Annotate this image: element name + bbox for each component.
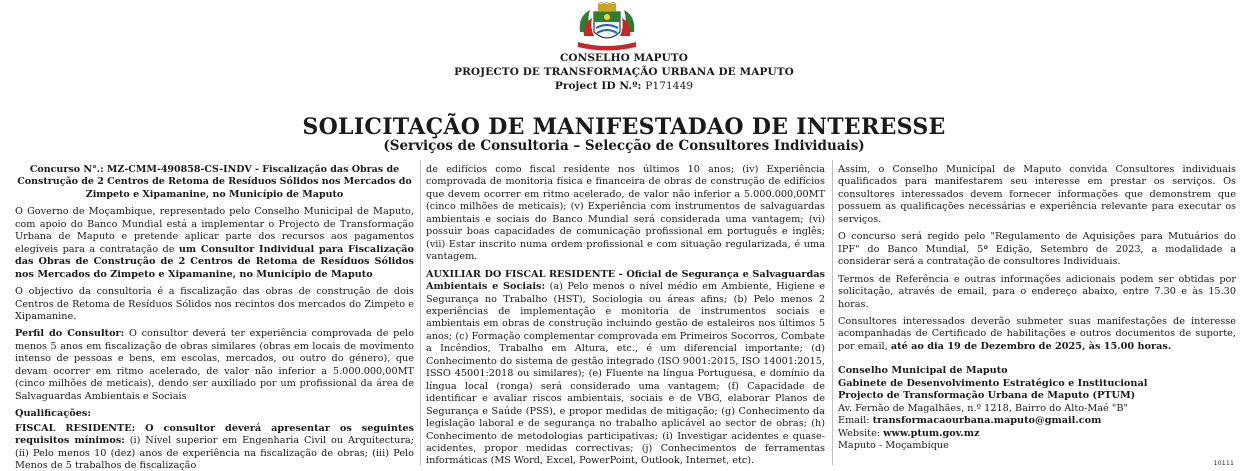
website-link[interactable]: www.ptum.gov.mz — [883, 427, 980, 439]
project-id — [0, 80, 1248, 93]
profile-text: O consultor deverá ter experiência comprovada de pelo menos 5 anos em fiscalização de obras similares (obras em locais de movimento intenso de pessoas e bens, em escolas, mercados, ou outro do género), que devam ocorrer em ritmo acelerado, de valor não inferior a 5.000.000,00MT (cinco milhões de meticais), dendo ser auxiliado por um profissional da área de Salvaguardas Ambientais e Sociais — [15, 328, 414, 402]
assistant-text: (a) Pelo menos o nível médio em Ambiente, Higiene e Segurança no Trabalho (HST), Sociologia ou áreas afins; (b) Pelo menos 2 experiências de implementação e monitoria de instrumentos sociais e ambientais em obras de construção incluindo gestão de estaleiros nos últimos 5 anos; (c) Formação complementar comprovada em Primeiros Socorros, Combate a Incêndios, Trabalho em Altura, etc., é um diferencial importante; (d) Conhecimento do sistema de gestão integrado (ISO 9001:2015, ISO 14001:2015, ISSO 45001:2018 ou similares); (e) Fluente na língua Portuguesa, e domínio da língua local (ronga) será considerado uma vantagem; (f) Capacidade de identificar e avaliar riscos ambientais, sociais e de VBG, elaborar Planos de Segurança e Saúde (PSS), e propor medidas de mitigação; (g) Conhecimento da legislação laboral e de segurança no trabalho aplicável ao sector de obras; (h) Conhecimento de metodologias participativas; (i) Investigar acidentes e quase-acidentes, propor medidas correctivas; (j) Conhecimentos de ferramentas informáticas (MS Word, Excel, PowerPoint, Outlook, Internet, etc). — [426, 281, 825, 467]
municipal-crest-icon — [572, 2, 642, 52]
submission-deadline: até ao dia 19 de Dezembro de 2025, às 15.00 horas. — [890, 340, 1172, 352]
tender-reference — [15, 164, 414, 201]
address-street: Av. Fernão de Magalhães, n.º 1218, Bairro do Alto-Maé "B" — [838, 402, 1128, 414]
intro-bold: um Consultor Individual para Fiscalização das Obras de Construção de 2 Centros de Retoma de Resíduos Sólidos nos Mercados do Zimpeto e Xipamanine, no Município de Maputo — [15, 243, 414, 280]
intro-text: O Governo de Moçambique, representado pelo Conselho Municipal de Maputo, com apoio do Banco Mundial está a implementar o Projecto de Transformação Urbana de Maputo e pretende aplicar parte dos recursos aos pagamentos elegíveis para a contratação de — [15, 206, 414, 255]
column-2 — [426, 164, 825, 471]
notice-subtitle: (Serviços de Consultoria – Selecção de Consultores Individuais) — [383, 138, 865, 154]
email-link[interactable]: transformacaourbana.maputo@gmail.com — [872, 415, 1102, 427]
footer-code: 10111 — [1213, 459, 1234, 467]
address-city: Maputo - Moçambique — [838, 440, 949, 452]
assistant-paragraph — [426, 269, 825, 468]
project-id-label: Project ID N.º: — [554, 80, 642, 92]
notice-title: SOLICITAÇÃO DE MANIFESTADAO DE INTERESSE — [302, 114, 946, 140]
contact-address — [838, 365, 1236, 452]
column-3 — [838, 164, 1236, 471]
resident-supervisor-label: FISCAL RESIDENTE: O consultor deverá apresentar os seguintes requisitos mínimos: — [15, 422, 414, 447]
resident-supervisor-paragraph — [15, 423, 414, 471]
column-1 — [15, 164, 414, 471]
resident-supervisor-text: (i) Nível superior em Engenharia Civil ou Arquitectura; (ii) Pelo menos 10 (dez) anos de experiência na fiscalização de obras; (iii) Pelo Menos de 5 trabalhos de fiscalização — [15, 435, 414, 471]
project-name: PROJECTO DE TRANSFORMAÇÃO URBANA DE MAPUTO — [454, 66, 794, 78]
project-id-value: P171449 — [645, 80, 694, 92]
submission-paragraph — [838, 316, 1236, 353]
qualifications-heading: Qualificações: — [15, 408, 91, 420]
profile-label: Perfil do Consultor: — [15, 328, 125, 340]
submission-text: Consultores interessados deverão submeter suas manifestações de interesse acompanhadas de Certificado de habilitações e outros documentos de suporte, por email, — [838, 315, 1236, 352]
intro-paragraph — [15, 206, 414, 281]
address-project: Projecto de Transformação Urbana de Maputo (PTUM) — [838, 390, 1136, 402]
address-email — [838, 415, 1236, 427]
column-divider — [420, 160, 421, 465]
tender-ref-label: Concurso N°.: MZ-CMM-490858-CS-INDV - — [29, 164, 259, 175]
objective-paragraph: O objectivo da consultoria é a fiscalização das obras de construção de dois Centros de Retoma de Resíduos Sólidos nos recintos dos mercados do Zimpeto e Xipamanine. — [15, 286, 414, 322]
terms-paragraph: Termos de Referência e outras informações adicionais podem ser obtidas por solicitação, através de email, para o endereço abaixo, entre 7.30 e às 15.30 horas. — [838, 273, 1236, 310]
website-label: Website: — [838, 427, 881, 439]
address-council: Conselho Municipal de Maputo — [838, 365, 1008, 377]
profile-paragraph — [15, 328, 414, 403]
regulation-paragraph: O concurso será regido pelo "Regulamento de Aquisições para Mutuários do IPF" do Banco Mundial, 5ª Edição, Setembro de 2023, a modalidade a considerar será a contratação de consultores Individuais. — [838, 231, 1236, 268]
email-label: Email: — [838, 415, 870, 427]
tender-ref-title: Fiscalização das Obras de Construção de 2 Centros de Retoma de Resíduos Sólidos nos Mercados do Zimpeto e Xipamanine, no Município de Maputo — [17, 164, 412, 200]
resident-supervisor-continued: de edifícios como fiscal residente nos últimos 10 anos; (iv) Experiência comprovada de monitoria física e financeira de obras de construção de edifícios que devem ocorrer em ritmo acelerado, de valor não inferior a 5.000.000,00MT (cinco milhões de meticais); (v) Experiência com instrumentos de salvaguardas ambientais e sociais do Banco Mundial será considerada uma vantagem; (vi) possuir boas capacidades de comunicação profissional em português e inglês; (vii) Estar inscrito numa ordem profissional e com situação regularizada, é uma vantagem. — [426, 164, 825, 263]
address-office: Gabinete de Desenvolvimento Estratégico e Institucional — [838, 377, 1148, 389]
assistant-label: AUXILIAR DO FISCAL RESIDENTE - Oficial de Segurança e Salvaguardas Ambientais e Sociais: — [426, 268, 825, 293]
address-website — [838, 428, 1236, 440]
org-name: CONSELHO MAPUTO — [559, 52, 689, 64]
column-divider — [832, 160, 833, 465]
invitation-paragraph: Assim, o Conselho Municipal de Maputo convida Consultores individuais qualificados para manifestarem seu interesse em prestar os serviços. Os consultores interessados devem fornecer informações que demonstrem que possuem as qualificações necessárias e experiência relevante para executar os serviços. — [838, 164, 1236, 225]
